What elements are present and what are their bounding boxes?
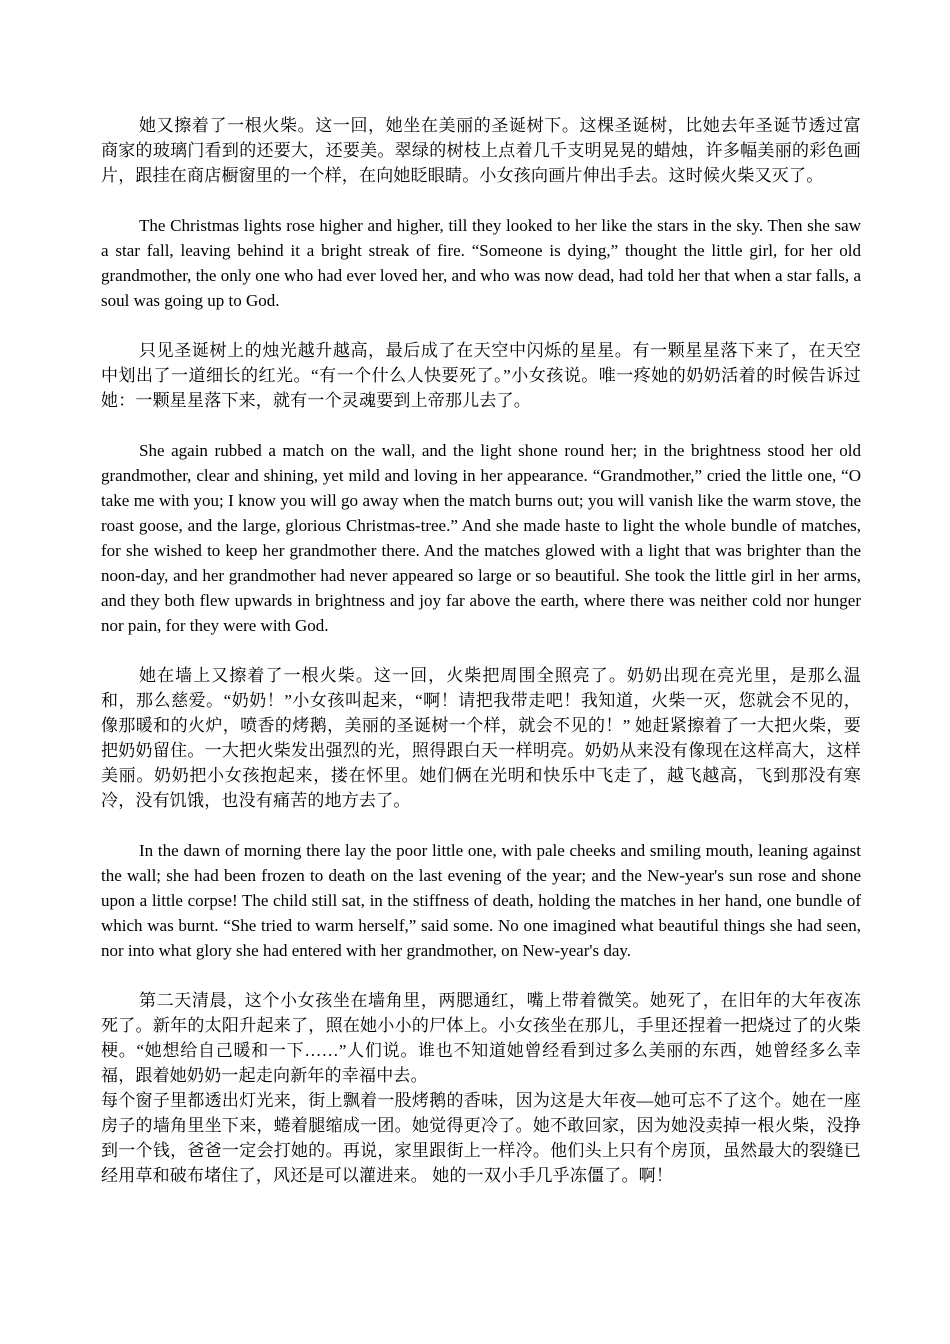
paragraph-zh-3: 她在墙上又擦着了一根火柴。这一回，火柴把周围全照亮了。奶奶出现在亮光里，是那么温和，那么慈爱。“奶奶！”小女孩叫起来，“啊！请把我带走吧！我知道，火柴一灭，您就会不见的，像那暖和的火炉，喷香的烤鹅，美丽的圣诞树一个样，就会不见的！” 她赶紧擦着了一大把火柴，要把奶奶留住。一大把火柴发出强烈的光，照得跟白天一样明亮。奶奶从来没有像现在这样高大，这样美丽。奶奶把小女孩抱起来，搂在怀里。她们俩在光明和快乐中飞走了，越飞越高，飞到那没有寒冷，没有饥饿，也没有痛苦的地方去了。 (101, 666, 861, 810)
paragraph-en-1: The Christmas lights rose higher and higher, till they looked to her like the stars in the sky. Then she saw a star fall, leaving behind it a bright streak of fire. “Someone is dying,” thought the little girl, for her old grandmother, the only one who had ever loved her, and who was now dead, had told her that when a star falls, a soul was going up to God. (101, 216, 861, 310)
paragraph-zh-1: 她又擦着了一根火柴。这一回，她坐在美丽的圣诞树下。这棵圣诞树，比她去年圣诞节透过富商家的玻璃门看到的还要大，还要美。翠绿的树枝上点着几千支明晃晃的蜡烛，许多幅美丽的彩色画片，跟挂在商店橱窗里的一个样，在向她眨眼睛。小女孩向画片伸出手去。这时候火柴又灭了。 (101, 116, 861, 185)
paragraph-zh-2: 只见圣诞树上的烛光越升越高，最后成了在天空中闪烁的星星。有一颗星星落下来了，在天空中划出了一道细长的红光。“有一个什么人快要死了。”小女孩说。唯一疼她的奶奶活着的时候告诉过她：一颗星星落下来，就有一个灵魂要到上帝那儿去了。 (101, 341, 861, 410)
paragraph-en-2: She again rubbed a match on the wall, and the light shone round her; in the brightness stood her old grandmother, clear and shining, yet mild and loving in her appearance. “Grandmother,” cried the little one, “O take me with you; I know you will go away when the match burns out; you will vanish like the warm stove, the roast goose, and the large, glorious Christmas-tree.” And she made haste to light the whole bundle of matches, for she wished to keep her grandmother there. And the matches glowed with a light that was brighter than the noon-day, and her grandmother had never appeared so large or so beautiful. She took the little girl in her arms, and they both flew upwards in brightness and joy far above the earth, where there was neither cold nor hunger nor pain, for they were with God. (101, 441, 861, 635)
document-page (101, 113, 861, 1188)
paragraph-zh-5: 每个窗子里都透出灯光来，街上飘着一股烤鹅的香味，因为这是大年夜—她可忘不了这个。她在一座房子的墙角里坐下来，蜷着腿缩成一团。她觉得更冷了。她不敢回家，因为她没卖掉一根火柴，没挣到一个钱，爸爸一定会打她的。再说，家里跟街上一样冷。他们头上只有个房顶，虽然最大的裂缝已经用草和破布堵住了，风还是可以灌进来。 她的一双小手几乎冻僵了。啊！ (101, 1091, 861, 1185)
paragraph-en-3: In the dawn of morning there lay the poor little one, with pale cheeks and smiling mouth, leaning against the wall; she had been frozen to death on the last evening of the year; and the New-year's sun rose and shone upon a little corpse! The child still sat, in the stiffness of death, holding the matches in her hand, one bundle of which was burnt. “She tried to warm herself,” said some. No one imagined what beautiful things she had seen, nor into what glory she had entered with her grandmother, on New-year's day. (101, 841, 861, 960)
paragraph-zh-4: 第二天清晨，这个小女孩坐在墙角里，两腮通红，嘴上带着微笑。她死了，在旧年的大年夜冻死了。新年的太阳升起来了，照在她小小的尸体上。小女孩坐在那儿，手里还捏着一把烧过了的火柴梗。“她想给自己暖和一下……”人们说。谁也不知道她曾经看到过多么美丽的东西，她曾经多么幸福，跟着她奶奶一起走向新年的幸福中去。 (101, 991, 861, 1085)
